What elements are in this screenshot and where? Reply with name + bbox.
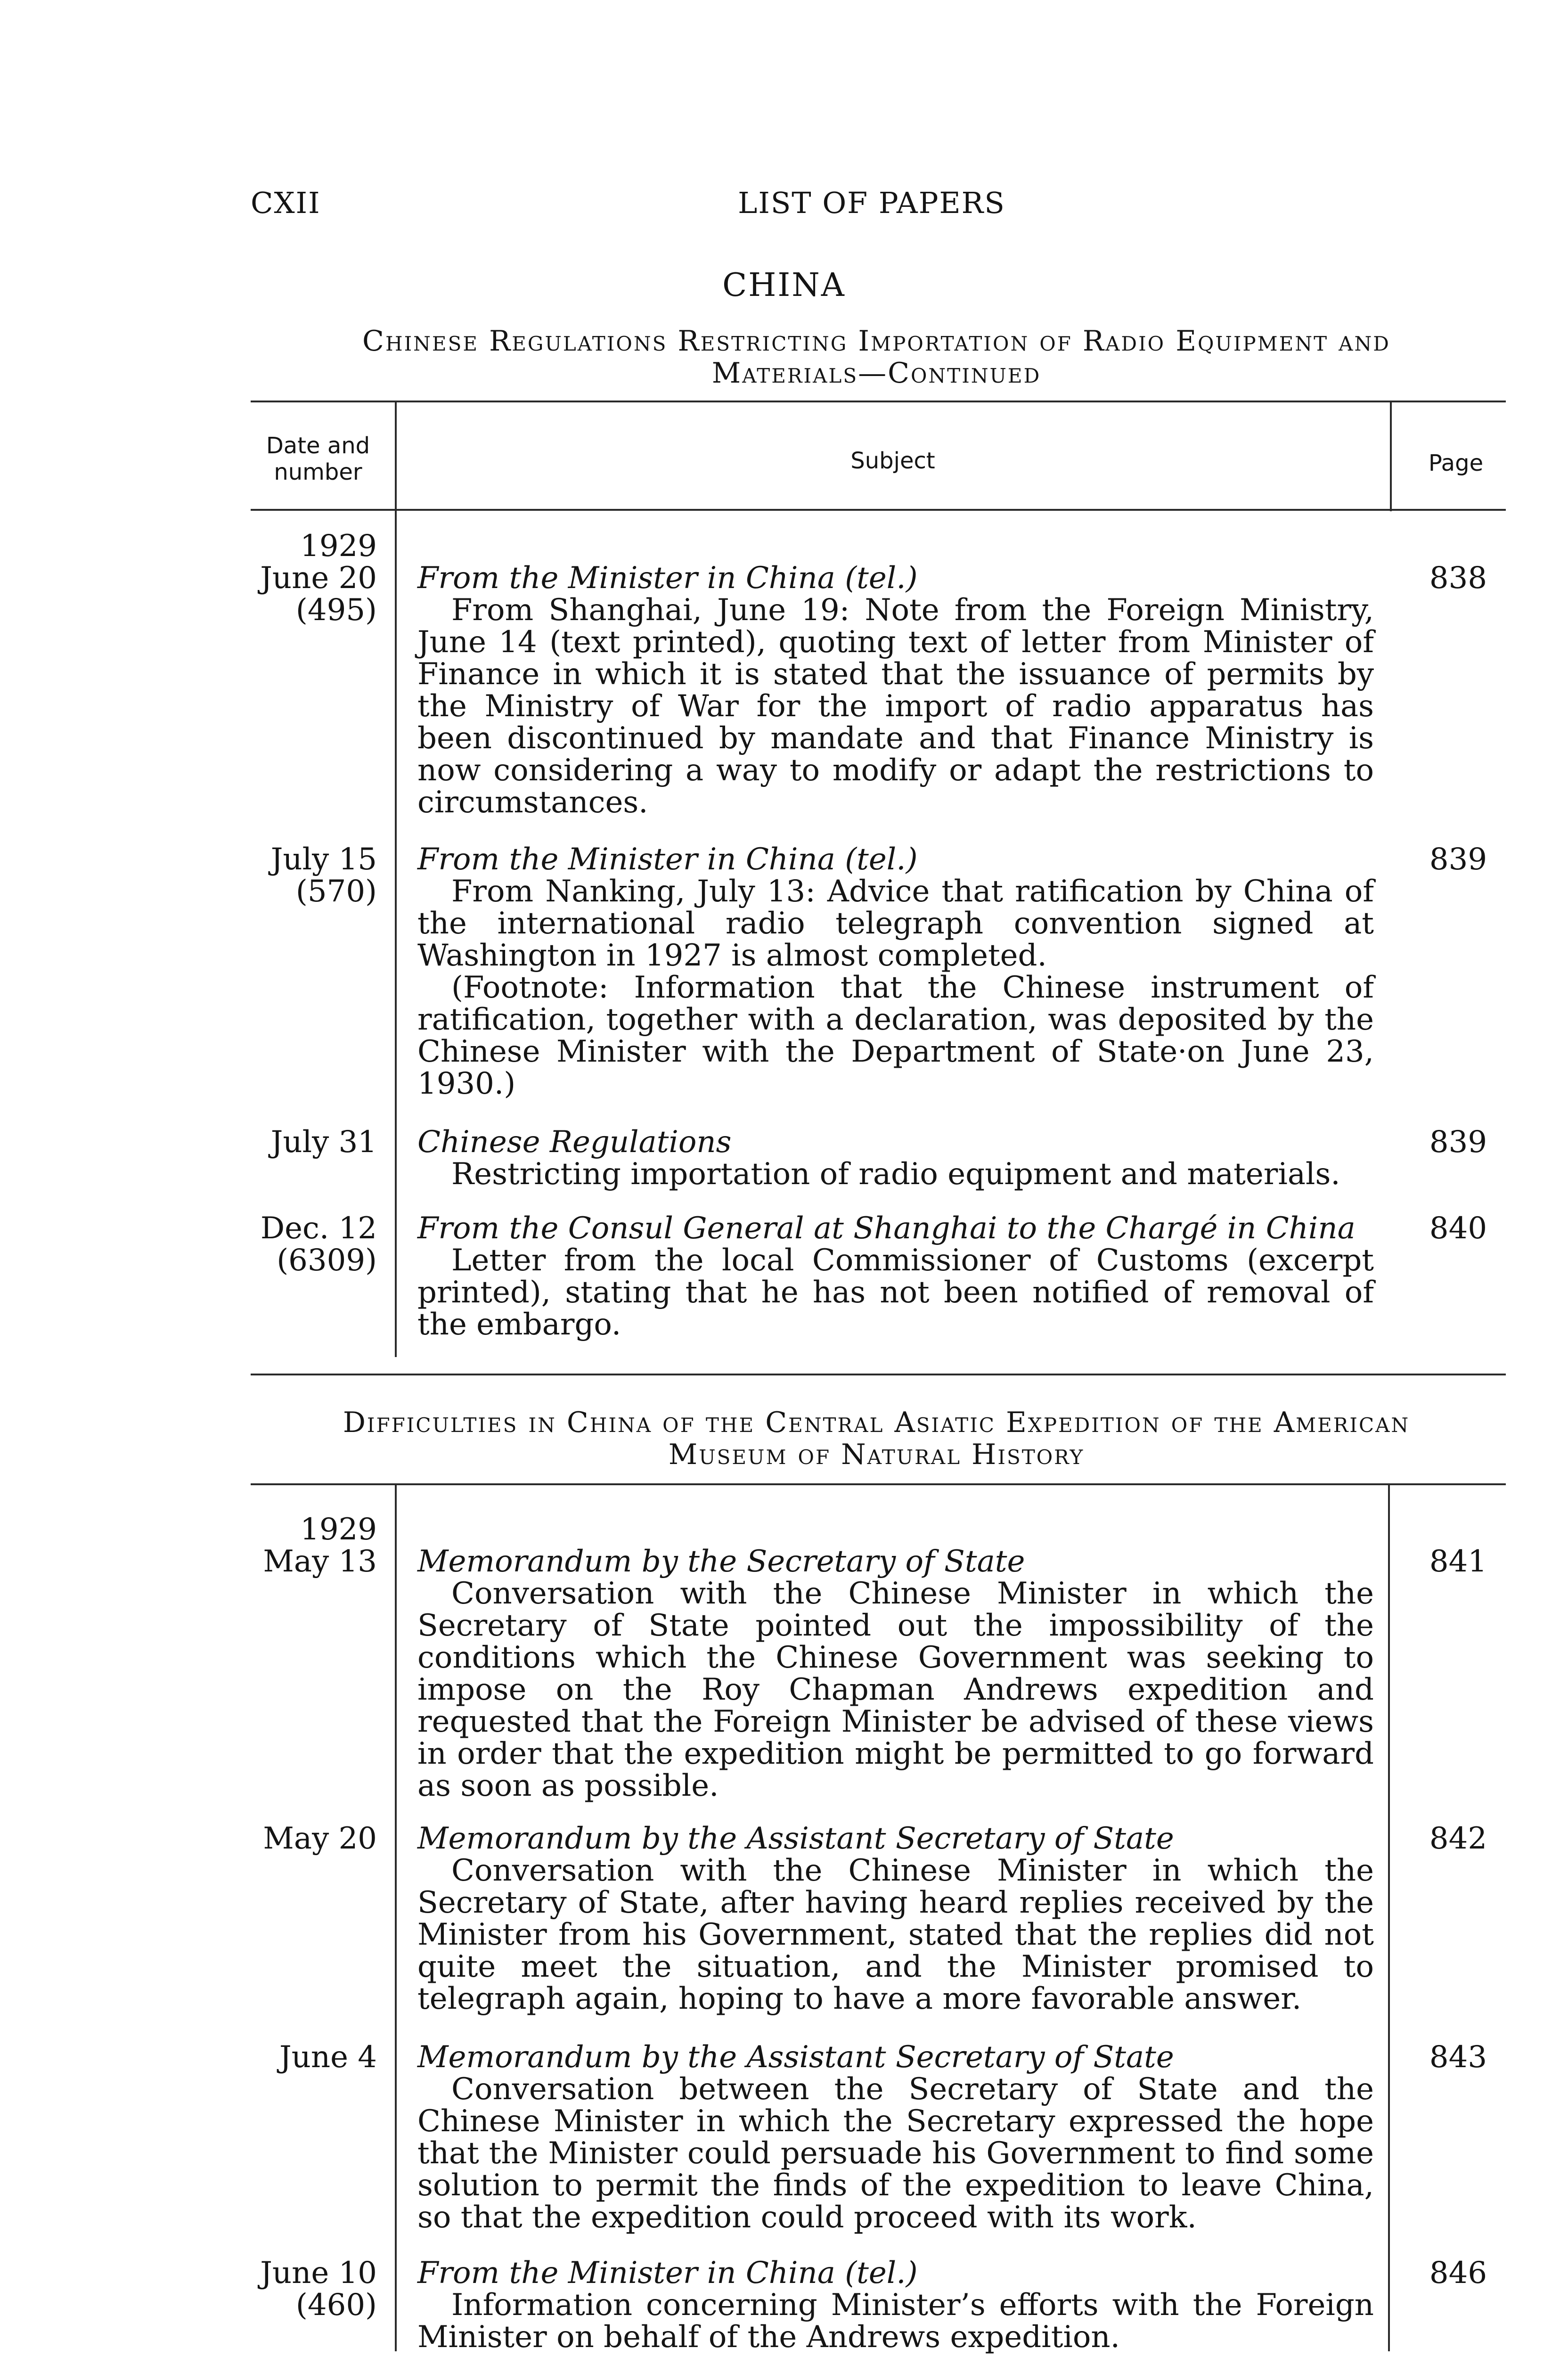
entry-description: Conversation with the Chinese Minister in which the Secretary of State pointed out the impossibility of the conditions which the Chinese Government was seeking to impose on the Roy Chapman Andrews expedition and requested that the Foreign Minister be advised of these views in order that the expedition might be permitted to go forward as soon as possible.	[417, 1576, 1374, 1803]
table-rule	[251, 401, 1506, 402]
column-header-page: Page	[1428, 450, 1484, 476]
section-title-line: Materials—Continued	[711, 357, 1041, 390]
entry-title: From the Minister in China (tel.)	[417, 2256, 918, 2291]
entry-date: July 15 (570)	[270, 842, 377, 909]
entry-title: Memorandum by the Assistant Secretary of State	[417, 1821, 1174, 1856]
table-rule	[251, 1483, 1506, 1485]
column-divider	[395, 1484, 397, 2351]
entry-page: 843	[1429, 2040, 1487, 2075]
table-rule	[251, 509, 1506, 511]
entry-date: 1929 June 20 (495)	[260, 529, 377, 628]
section-title	[245, 1407, 1508, 1471]
entry-title: Memorandum by the Assistant Secretary of State	[417, 2040, 1174, 2075]
column-divider	[395, 401, 397, 1357]
entry-page: 841	[1429, 1544, 1487, 1579]
entry-title: From the Minister in China (tel.)	[417, 561, 918, 596]
section-title-line: Chinese Regulations Restricting Importation of Radio Equipment and	[362, 325, 1390, 358]
entry-description: From Nanking, July 13: Advice that ratification by China of the international radio telegraph convention signed at Washington in 1927 is almost completed.	[417, 874, 1374, 973]
section-title-line: Museum of Natural History	[668, 1438, 1085, 1471]
entry-date: 1929 May 13	[263, 1512, 377, 1579]
entry-date: June 4	[279, 2040, 377, 2075]
entry-date: May 20	[263, 1821, 377, 1856]
table-rule	[251, 1374, 1506, 1375]
section-title	[245, 325, 1508, 389]
entry-title: Memorandum by the Secretary of State	[417, 1544, 1025, 1579]
entry-date: June 10 (460)	[260, 2256, 377, 2323]
entry-description: Information concerning Minister’s efforts with the Foreign Minister on behalf of the Andrews expedition.	[417, 2288, 1374, 2355]
entry-title: From the Consul General at Shanghai to the Chargé in China	[417, 1211, 1356, 1246]
entry-page: 838	[1429, 561, 1487, 596]
entry-subject	[417, 1212, 1374, 1341]
running-title: LIST OF PAPERS	[738, 186, 1005, 220]
entry-subject	[417, 2257, 1374, 2353]
entry-subject	[417, 843, 1374, 1100]
entry-subject	[417, 1823, 1374, 2015]
entry-page: 839	[1429, 1125, 1487, 1160]
entry-page: 846	[1429, 2256, 1487, 2291]
country-heading: CHINA	[722, 267, 846, 304]
entry-page: 839	[1429, 842, 1487, 877]
entry-description: Letter from the local Commissioner of Customs (excerpt printed), stating that he has not been notified of removal of the embargo.	[417, 1243, 1374, 1342]
entry-description: Conversation between the Secretary of State and the Chinese Minister in which the Secretary expressed the hope that the Minister could persuade his Government to find some solution to permit the finds of the expedition to leave China, so that the expedition could proceed with its work.	[417, 2072, 1374, 2235]
section-title-line: Difficulties in China of the Central Asiatic Expedition of the American	[343, 1406, 1410, 1439]
entry-subject	[417, 1546, 1374, 1802]
entry-date: July 31	[270, 1125, 377, 1160]
column-header-subject: Subject	[850, 448, 935, 474]
entry-footnote: (Footnote: Information that the Chinese instrument of ratification, together with a declaration, was deposited by the Chinese Minister with the Department of State·on June 23, 1930.)	[417, 970, 1374, 1101]
entry-description: From Shanghai, June 19: Note from the Foreign Ministry, June 14 (text printed), quoting text of letter from Minister of Finance in which it is stated that the issuance of permits by the Ministry of War for the import of radio apparatus has been discontinued by mandate and that Finance Ministry is now considering a way to modify or adapt the restrictions to circumstances.	[417, 593, 1374, 820]
column-divider	[1390, 401, 1392, 511]
entry-subject	[417, 2041, 1374, 2233]
entry-description: Restricting importation of radio equipment and materials.	[451, 1157, 1340, 1192]
column-header-date: Date and number	[266, 433, 370, 485]
entry-page: 842	[1429, 1821, 1487, 1856]
column-divider	[1388, 1484, 1390, 2351]
entry-date: Dec. 12 (6309)	[260, 1211, 377, 1278]
entry-page: 840	[1429, 1211, 1487, 1246]
page-folio: CXII	[251, 186, 321, 220]
entry-description: Conversation with the Chinese Minister in which the Secretary of State, after having heard replies received by the Minister from his Government, stated that the replies did not quite meet the situation, and the Minister promised to telegraph again, hoping to have a more favorable answer.	[417, 1853, 1374, 2016]
entry-subject	[417, 1126, 1374, 1190]
entry-title: From the Minister in China (tel.)	[417, 842, 918, 877]
entry-subject	[417, 562, 1374, 818]
entry-title: Chinese Regulations	[417, 1125, 732, 1160]
